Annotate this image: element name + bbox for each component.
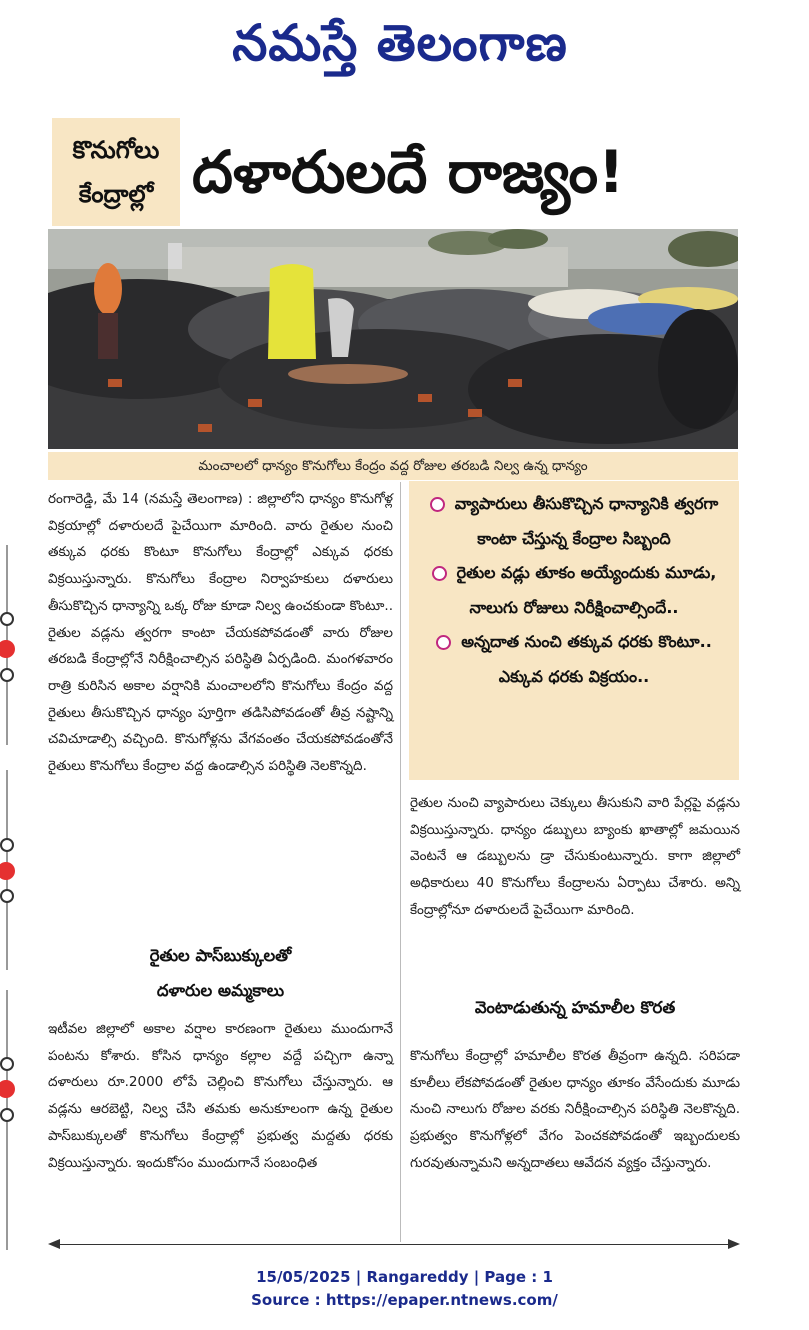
highlight-text: రైతుల వడ్లు తూకం అయ్యేందుకు మూడు, నాలుగు రోజులు నిరీక్షించాల్సిందే.. [456, 563, 717, 617]
highlights-box [409, 481, 739, 780]
bullet-circle-icon [432, 566, 447, 581]
column-divider [400, 482, 401, 1242]
highlight-item [419, 556, 729, 625]
article-paragraph-2: ఇటీవల జిల్లాలో అకాల వర్షాల కారణంగా రైతులు ముందుగానే పంటను కోశారు. కోసిన ధాన్యం కల్లాల వద్దే పచ్చిగా ఉన్నా దళారులు రూ.2000 లోపే చెల్లించి కొనుగోలు చేస్తున్నారు. ఆ వడ్లను ఆరబెట్టి, నిల్వ చేసి తమకు అనుకూలంగా ఉన్న రైతుల పాస్‌బుక్కులతో కొనుగోలు కేంద్రాల్లో ప్రభుత్వ మద్దతు ధరకు విక్రయిస్తున్నారు. ఇందుకోసం ముందుగానే సంబంధిత [48, 1021, 393, 1171]
margin-ring-icon [0, 612, 14, 626]
highlight-item [419, 625, 729, 694]
news-photo [48, 229, 738, 449]
article-paragraph-1: రంగారెడ్డి, మే 14 (నమస్తే తెలంగాణ) : జిల్లాలోని ధాన్యం కొనుగోళ్ల విక్రయాల్లో దళారులదే పైచేయిగా మారింది. వారు రైతుల నుంచి తక్కువ ధరకు కొంటూ కొనుగోలు కేంద్రాల్లో ఎక్కువ ధరకు విక్రయిస్తున్నారు. కొనుగోలు కేంద్రాల నిర్వాహకులు దళారులు తీసుకొచ్చిన ధాన్యాన్ని ఒక్క రోజు కూడా నిల్వ ఉంచకుండా కొంటూ.. రైతుల వడ్లను త్వరగా కాంటా చేయకపోవడంతో వారు రోజుల తరబడి కేంద్రాల్లోనే నిరీక్షించాల్సిన పరిస్థితి ఏర్పడింది. మంగళవారం రాత్రి కురిసిన అకాల వర్షానికి మంచాలలోని కొనుగోలు కేంద్రం వద్ద రైతులు తీసుకొచ్చిన ధాన్యం పూర్తిగా తడిసిపోవడంతో తీవ్ర నష్టాన్ని చవిచూడాల్సి వచ్చింది. కొనుగోళ్లను వేగవంతం చేయకపోవడంతోనే రైతులు కొనుగోలు కేంద్రాల వద్ద ఉండాల్సిన పరిస్థితి నెలకొన్నది. [48, 491, 393, 775]
footer-source: Source : https://epaper.ntnews.com/ [251, 1291, 558, 1309]
photo-caption: మంచాలలో ధాన్యం కొనుగోలు కేంద్రం వద్ద రోజుల తరబడి నిల్వ ఉన్న ధాన్యం [48, 452, 738, 480]
subheading-1-line-1: రైతుల పాస్‌బుక్కులతో [149, 946, 292, 965]
bottom-rule [58, 1244, 728, 1245]
arrow-right-icon [728, 1239, 740, 1249]
article-paragraph-4: కొనుగోలు కేంద్రాల్లో హమాలీల కొరత తీవ్రంగా ఉన్నది. సరిపడా కూలీలు లేకపోవడంతో రైతుల ధాన్యం తూకం వేసేందుకు మూడు నుంచి నాలుగు రోజుల వరకు నిరీక్షించాల్సిన పరిస్థితి నెలకొన్నది. ప్రభుత్వం కొనుగోళ్లలో వేగం పెంచకపోవడంతో ఇబ్బందులకు గురవుతున్నామని అన్నదాతలు ఆవేదన వ్యక్తం చేస్తున్నారు. [410, 1048, 740, 1171]
headline: దళారులదే రాజ్యం! [192, 138, 625, 206]
margin-red-dot-icon [0, 640, 15, 658]
subheading-1 [48, 938, 393, 1008]
margin-ring-icon [0, 889, 14, 903]
highlight-text: వ్యాపారులు తీసుకొచ్చిన ధాన్యానికి త్వరగా కాంటా చేస్తున్న కేంద్రాల సిబ్బంది [454, 494, 719, 548]
bullet-circle-icon [436, 635, 451, 650]
margin-ring-icon [0, 668, 14, 682]
kicker-line-1: కొనుగోలు [72, 136, 160, 164]
subheading-2: వెంటాడుతున్న హమాలీల కొరత [474, 998, 676, 1017]
article-paragraph-3: రైతుల నుంచి వ్యాపారులు చెక్కులు తీసుకుని వారి పేర్లపై వడ్లను విక్రయిస్తున్నారు. ధాన్యం డబ్బులు బ్యాంకు ఖాతాల్లో జమయిన వెంటనే ఆ డబ్బులను డ్రా చేసుకుంటున్నారు. కాగా జిల్లాలో అధికారులు 40 కొనుగోలు కేంద్రాలను ఏర్పాటు చేశారు. అన్ని కేంద్రాల్లోనూ దళారులదే పైచేయిగా మారింది. [410, 795, 740, 918]
bullet-circle-icon [430, 497, 445, 512]
margin-red-dot-icon [0, 1080, 15, 1098]
masthead-title: నమస్తే తెలంగాణ [232, 13, 568, 72]
headline-kicker [52, 118, 180, 226]
subheading-1-line-2: దళారుల అమ్మకాలు [156, 981, 285, 1000]
highlight-text: అన్నదాత నుంచి తక్కువ ధరకు కొంటూ.. ఎక్కువ ధరకు విక్రయం.. [461, 632, 712, 686]
highlight-item [419, 487, 729, 556]
kicker-line-2: కేంద్రాల్లో [78, 180, 154, 208]
margin-ring-icon [0, 1108, 14, 1122]
footer-date-edition: 15/05/2025 | Rangareddy | Page : 1 [256, 1268, 553, 1286]
margin-ring-icon [0, 838, 14, 852]
margin-red-dot-icon [0, 862, 15, 880]
margin-ring-icon [0, 1057, 14, 1071]
